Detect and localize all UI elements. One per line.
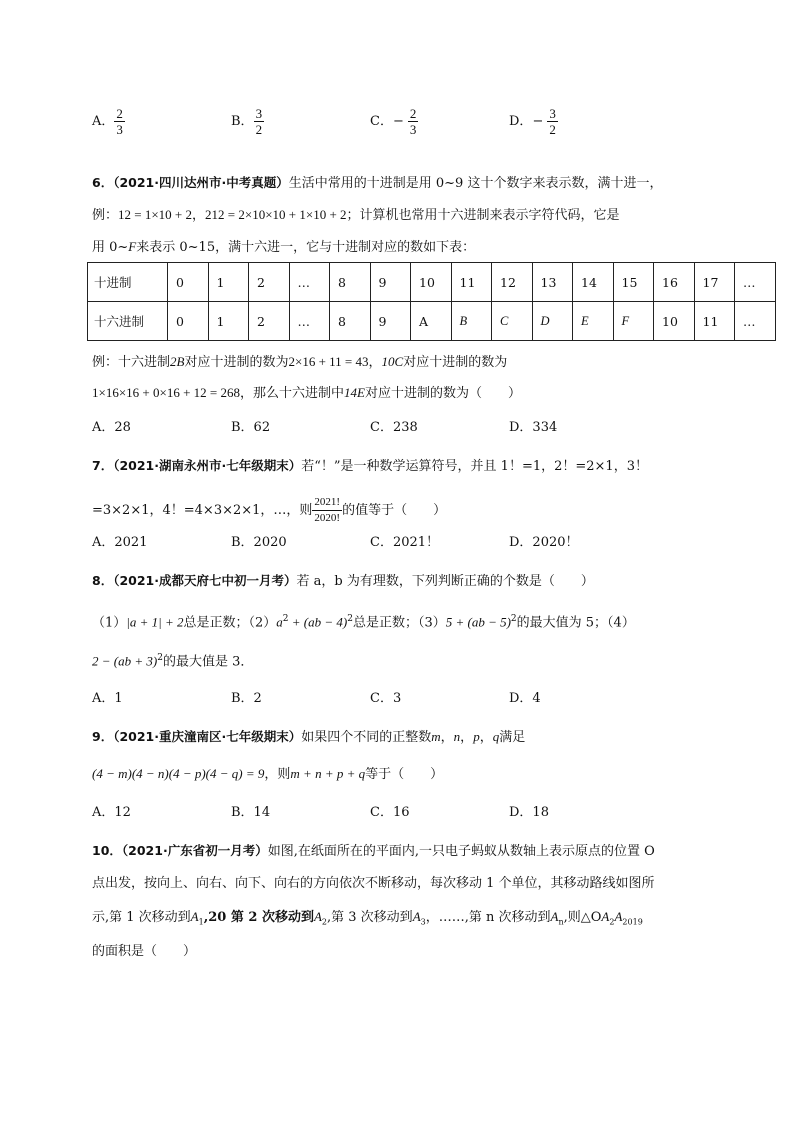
q5-option-d[interactable]: D．− $\frac{3}{2}$: [509, 106, 556, 137]
q8-option-d[interactable]: D．4: [509, 691, 541, 706]
q6-option-d[interactable]: D．334: [509, 420, 558, 435]
q8-option-a[interactable]: A．1: [92, 691, 123, 706]
q8-statements-1: （1）|a + 1| + 2总是正数；$(2)a^2 + (ab - 4)^2$总是正数；（3）5 + (ab − 5)$^2$的最大值为 5；（4）: [92, 614, 635, 631]
q9-line-2: (4 − m)(4 − n)(4 − p)(4 − q) = 9，则m + n + p + q等于（ ）: [92, 766, 444, 782]
q6-example-1: 例：十六进制2B对应十进制的数为2×16 + 11 = 43，10C对应十进制的数为: [92, 354, 508, 370]
q6-line-1: 6．（2021·四川达州市·中考真题）生活中常用的十进制是用 0~9 这十个数字来表示数，满十进一，: [92, 175, 663, 191]
q9-option-d[interactable]: D．18: [509, 805, 549, 820]
fraction: $\frac{3}{2}$: [255, 106, 263, 137]
table-header-hex: 十六进制: [88, 302, 168, 341]
q6-example-2: 1×16×16 + 0×16 + 12 = 268，那么十六进制中14E对应十进制的数为（ ）: [92, 385, 521, 401]
fraction: $\frac{2021!}{2020!}$: [314, 496, 341, 524]
q6-option-c[interactable]: C．238: [370, 420, 418, 435]
q5-option-a[interactable]: A． $\frac{2}{3}$: [92, 106, 123, 137]
q6-option-b[interactable]: B．62: [231, 420, 271, 435]
q6-number: 6．: [92, 175, 114, 190]
table-row-hex: 十六进制 0 1 2 … 8 9 A B C D E F 10 11 …: [88, 302, 776, 341]
q10-line-2: 点出发，按向上、向右、向下、向右的方向依次不断移动，每次移动 1 个单位，其移动路线如图所: [92, 876, 655, 891]
q10-line-3: 示,第 1 次移动到$A_1,20$ 第 2 次移动到$A_2$,第 3 次移动到$A_3$，……,第 n 次移动到$A_n$,则$\triangle OA_2A_{2019}$: [92, 909, 643, 927]
q7-option-d[interactable]: D．2020！: [509, 535, 579, 550]
q6-option-a[interactable]: A．28: [92, 420, 131, 435]
fraction: $\frac{2}{3}$: [116, 106, 123, 137]
q9-option-c[interactable]: C．16: [370, 805, 410, 820]
q9-line-1: 9．（2021·重庆潼南区·七年级期末）如果四个不同的正整数m，n，p，q满足: [92, 729, 526, 745]
table-header-decimal: 十进制: [88, 263, 168, 302]
q6-source: （2021·四川达州市·中考真题）: [113, 175, 289, 190]
q5-option-b[interactable]: B． $\frac{3}{2}$: [231, 106, 263, 137]
hex-conversion-table: [87, 262, 776, 341]
q7-line-1: 7．（2021·湖南永州市·七年级期末）若“！”是一种数学运算符号，并且 1！=1，2！=2×1，3！: [92, 458, 648, 474]
q9-option-a[interactable]: A．12: [92, 805, 131, 820]
q9-option-b[interactable]: B．14: [231, 805, 271, 820]
q10-line-1: 10．（2021·广东省初一月考）如图,在纸面所在的平面内,一只电子蚂蚁从数轴上表示原点的位置 O: [92, 843, 655, 859]
q7-option-b[interactable]: B．2020: [231, 535, 287, 550]
q7-line-2: =3×2×1，4！=4×3×2×1，…，则 $\frac{2021!}{2020!}$ 的值等于（ ）: [92, 496, 447, 524]
q8-option-c[interactable]: C．3: [370, 691, 402, 706]
q6-line-2: 例：12 = 1×10 + 2，212 = 2×10×10 + 1×10 + 2；计算机也常用十六进制来表示字符代码，它是: [92, 207, 620, 223]
q8-statements-2: 2 − (ab + 3)$^2$的最大值是 3．: [92, 653, 254, 670]
q8-option-b[interactable]: B．2: [231, 691, 262, 706]
fraction: $\frac{3}{2}$: [549, 106, 556, 137]
q8-line-1: 8．（2021·成都天府七中初一月考）若 a，b 为有理数，下列判断正确的个数是（ ）: [92, 573, 594, 589]
q10-line-4: 的面积是（ ）: [92, 944, 197, 959]
table-row-decimal: 十进制 0 1 2 … 8 9 10 11 12 13 14 15 16 17 …: [88, 263, 776, 302]
q6-line-3: 用 0~F来表示 0~15，满十六进一，它与十进制对应的数如下表：: [92, 239, 476, 255]
fraction: $\frac{2}{3}$: [409, 106, 417, 137]
q5-option-c[interactable]: C．− $\frac{2}{3}$: [370, 106, 417, 137]
q7-option-c[interactable]: C．2021！: [370, 535, 440, 550]
q7-option-a[interactable]: A．2021: [92, 535, 148, 550]
